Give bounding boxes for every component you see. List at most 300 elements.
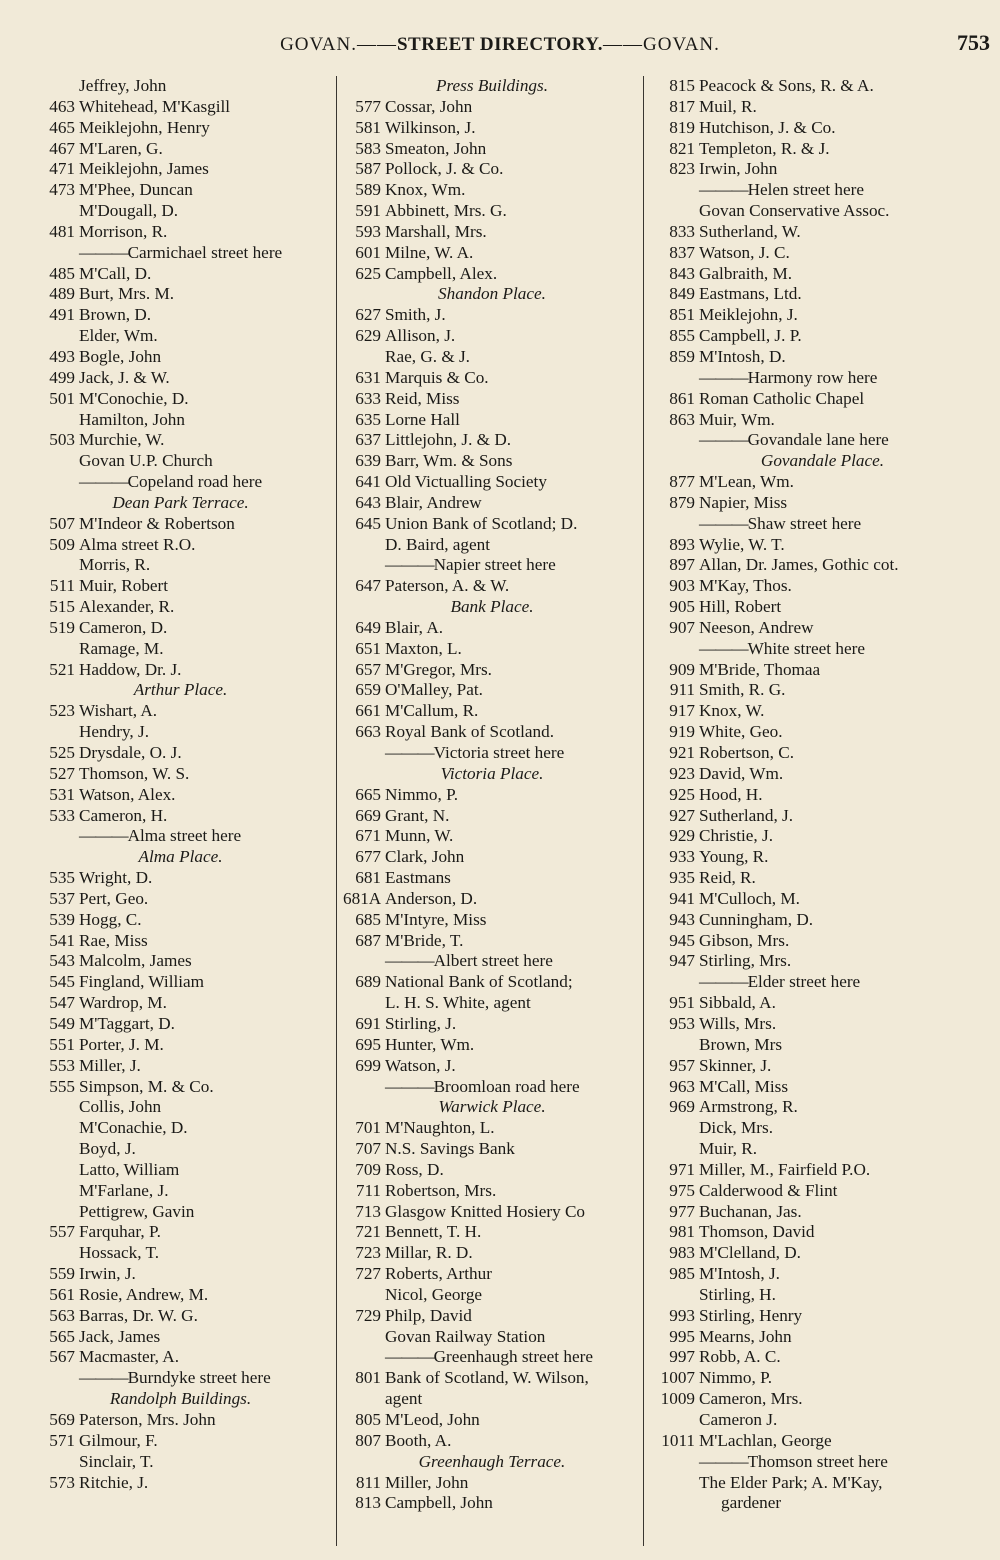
house-number: 859 <box>669 346 695 366</box>
occupant-name: Knox, Wm. <box>385 180 466 200</box>
directory-entry <box>343 1202 641 1223</box>
occupant-name: White, Geo. <box>699 722 783 742</box>
directory-entry <box>28 951 333 972</box>
house-number: 657 <box>355 659 381 679</box>
directory-entry <box>343 1410 641 1431</box>
house-number: 547 <box>49 993 75 1013</box>
directory-entry <box>343 680 641 701</box>
place-heading-row <box>343 1452 641 1473</box>
occupant-name: Stirling, Mrs. <box>699 951 792 971</box>
occupant-name: Morris, R. <box>79 555 151 575</box>
directory-entry <box>28 576 333 597</box>
occupant-name: Pert, Geo. <box>79 888 149 908</box>
place-name: Randolph Buildings. <box>109 1389 252 1409</box>
directory-entry <box>343 1118 641 1139</box>
house-number: 855 <box>669 326 695 346</box>
occupant-name: Alexander, R. <box>79 597 175 617</box>
house-number: 641 <box>355 472 381 492</box>
house-number: 947 <box>669 951 695 971</box>
occupant-name: Gibson, Mrs. <box>699 930 790 950</box>
house-number: 467 <box>49 138 75 158</box>
occupant-name: Nimmo, P. <box>385 784 459 804</box>
street-marker-row <box>343 951 641 972</box>
directory-entry <box>650 889 995 910</box>
house-number: 821 <box>669 138 695 158</box>
directory-entry <box>28 389 333 410</box>
house-number: 643 <box>355 492 381 512</box>
street-marker-row <box>343 1077 641 1098</box>
house-number: 661 <box>355 701 381 721</box>
house-number: 701 <box>355 1118 381 1138</box>
occupant-name: Miller, John <box>385 1472 469 1492</box>
occupant-name: Pollock, J. & Co. <box>385 159 504 179</box>
house-number: 625 <box>355 263 381 283</box>
house-number: 681A <box>343 888 382 908</box>
directory-entry <box>650 118 995 139</box>
occupant-name: Campbell, J. P. <box>699 326 802 346</box>
directory-entry <box>650 76 995 97</box>
house-number: 993 <box>669 1305 695 1325</box>
occupant-name: Marshall, Mrs. <box>385 221 487 241</box>
occupant-name: M'Bride, Thomaa <box>699 659 821 679</box>
occupant-name: Ritchie, J. <box>79 1472 149 1492</box>
house-number: 851 <box>669 305 695 325</box>
street-marker-row <box>28 1368 333 1389</box>
directory-entry <box>343 868 641 889</box>
house-number <box>28 451 79 472</box>
place-heading-row <box>343 76 641 97</box>
directory-entry <box>650 97 995 118</box>
directory-entry <box>28 264 333 285</box>
directory-entry <box>343 910 641 931</box>
occupant-name: Nicol, George <box>385 1284 483 1304</box>
occupant-name: ——— Victoria street here <box>385 743 641 764</box>
directory-entry <box>343 493 641 514</box>
directory-entry <box>28 993 333 1014</box>
house-number: 647 <box>355 576 381 596</box>
occupant-name: ——— Harmony row here <box>699 368 995 389</box>
occupant-name: O'Malley, Pat. <box>385 680 483 700</box>
occupant-name: Simpson, M. & Co. <box>79 1076 214 1096</box>
house-number: 969 <box>669 1097 695 1117</box>
occupant-name: Robertson, C. <box>699 743 795 762</box>
directory-entry <box>28 1473 333 1494</box>
house-number: 927 <box>669 805 695 825</box>
house-number: 687 <box>355 930 381 950</box>
directory-entry <box>650 1035 995 1056</box>
house-number: 503 <box>49 430 75 450</box>
occupant-name: Dick, Mrs. <box>699 1118 773 1138</box>
occupant-name: Marquis & Co. <box>385 367 489 387</box>
house-number: 541 <box>49 930 75 950</box>
house-number <box>343 555 385 576</box>
house-number <box>28 1118 79 1139</box>
occupant-name: Templeton, R. & J. <box>699 138 830 158</box>
house-number: 543 <box>49 951 75 971</box>
directory-entry <box>650 1431 995 1452</box>
occupant-name: Wills, Mrs. <box>699 1013 777 1033</box>
occupant-name: M'Intyre, Miss <box>385 909 487 929</box>
occupant-name: Latto, William <box>79 1159 180 1179</box>
directory-entry <box>28 1097 333 1118</box>
house-number: 699 <box>355 1055 381 1075</box>
house-number: 651 <box>355 638 381 658</box>
house-number: 707 <box>355 1139 381 1159</box>
house-number: 897 <box>669 555 695 575</box>
occupant-name: Maxton, L. <box>385 638 462 658</box>
place-name: Shandon Place. <box>438 284 546 304</box>
directory-entry <box>650 535 995 556</box>
occupant-name: M'Phee, Duncan <box>79 180 193 200</box>
occupant-name: Smith, R. G. <box>699 680 786 700</box>
directory-entry <box>343 201 641 222</box>
occupant-name: Murchie, W. <box>79 430 165 450</box>
house-number: 971 <box>669 1159 695 1179</box>
house-number: 691 <box>355 1013 381 1033</box>
house-number <box>343 1077 385 1098</box>
house-number: 1009 <box>660 1389 695 1409</box>
directory-entry <box>650 1473 995 1494</box>
occupant-name: M'Leod, John <box>385 1410 480 1429</box>
street-marker-row <box>650 1452 995 1473</box>
house-number <box>28 1097 79 1118</box>
running-head-left: GOVAN. <box>280 34 357 55</box>
occupant-name: Peacock & Sons, R. & A. <box>699 76 874 95</box>
house-number: 975 <box>669 1180 695 1200</box>
occupant-name: Meiklejohn, James <box>79 159 209 179</box>
running-head-title: STREET DIRECTORY. <box>396 34 603 55</box>
house-number: 551 <box>49 1034 75 1054</box>
occupant-name: Barras, Dr. W. G. <box>79 1305 198 1325</box>
occupant-name: Robertson, Mrs. <box>385 1180 497 1200</box>
house-number <box>28 1452 79 1473</box>
place-heading-row <box>28 847 333 868</box>
occupant-name: Jack, J. & W. <box>79 367 170 387</box>
house-number: 669 <box>355 805 381 825</box>
house-number <box>343 993 385 1014</box>
occupant-name: Thomson, David <box>699 1222 815 1242</box>
occupant-name: M'Farlane, J. <box>79 1180 169 1200</box>
directory-entry <box>28 410 333 431</box>
occupant-name: ——— Burndyke street here <box>79 1368 333 1389</box>
directory-entry <box>343 222 641 243</box>
house-number: 501 <box>49 388 75 408</box>
house-number: 545 <box>49 972 75 992</box>
directory-entry <box>650 326 995 347</box>
occupant-name: Union Bank of Scotland; D. <box>385 513 578 533</box>
directory-entry <box>650 493 995 514</box>
house-number: 941 <box>669 888 695 908</box>
occupant-name: M'Gregor, Mrs. <box>385 659 492 679</box>
house-number: 709 <box>355 1159 381 1179</box>
occupant-name: Grant, N. <box>385 805 450 825</box>
directory-entry <box>28 430 333 451</box>
occupant-name: M'Laren, G. <box>79 138 163 158</box>
directory-entry <box>343 1243 641 1264</box>
directory-entry <box>650 243 995 264</box>
house-number: 563 <box>49 1305 75 1325</box>
house-number: 1011 <box>661 1430 695 1450</box>
house-number: 473 <box>49 180 75 200</box>
directory-entry <box>28 1139 333 1160</box>
directory-entry <box>343 993 641 1014</box>
occupant-name: Christie, J. <box>699 826 774 846</box>
occupant-name: Hunter, Wm. <box>385 1034 475 1054</box>
house-number: 813 <box>355 1493 381 1513</box>
directory-entry <box>28 660 333 681</box>
house-number: 511 <box>49 576 75 596</box>
house-number <box>28 472 79 493</box>
directory-entry <box>650 847 995 868</box>
occupant-name: Smeaton, John <box>385 138 487 158</box>
occupant-name: M'Callum, R. <box>385 701 479 721</box>
house-number: 471 <box>49 159 75 179</box>
street-marker-row <box>650 639 995 660</box>
occupant-name: M'Naughton, L. <box>385 1118 495 1138</box>
house-number: 893 <box>669 534 695 554</box>
street-marker-row <box>650 430 995 451</box>
directory-entry <box>650 764 995 785</box>
occupant-name: Pettigrew, Gavin <box>79 1201 195 1221</box>
occupant-name: Littlejohn, J. & D. <box>385 430 512 450</box>
street-marker-row <box>28 243 333 264</box>
house-number: 535 <box>49 868 75 888</box>
place-heading-row <box>343 597 641 618</box>
directory-entry <box>650 993 995 1014</box>
place-heading-row <box>28 680 333 701</box>
occupant-name: Royal Bank of Scotland. <box>385 722 554 742</box>
house-number: 573 <box>49 1472 75 1492</box>
occupant-name: Cameron, D. <box>79 617 168 637</box>
occupant-name: Morrison, R. <box>79 221 168 241</box>
directory-entry <box>650 576 995 597</box>
directory-entry <box>343 243 641 264</box>
house-number: 929 <box>669 826 695 846</box>
directory-entry <box>28 118 333 139</box>
directory-entry <box>28 1160 333 1181</box>
directory-entry <box>343 806 641 827</box>
house-number <box>28 1368 79 1389</box>
directory-entry <box>28 1264 333 1285</box>
directory-entry <box>28 1410 333 1431</box>
house-number: 727 <box>355 1264 381 1284</box>
occupant-name: Farquhar, P. <box>79 1222 161 1242</box>
occupant-name: Buchanan, Jas. <box>699 1201 802 1221</box>
house-number <box>650 639 699 660</box>
occupant-name: ——— Shaw street here <box>699 514 995 535</box>
occupant-name: N.S. Savings Bank <box>385 1139 515 1159</box>
directory-entry <box>28 368 333 389</box>
house-number: 801 <box>355 1368 381 1388</box>
occupant-name: Govan Railway Station <box>385 1326 546 1346</box>
directory-entry <box>343 305 641 326</box>
house-number: 943 <box>669 909 695 929</box>
house-number: 525 <box>49 743 75 762</box>
house-number: 553 <box>49 1055 75 1075</box>
house-number: 671 <box>355 826 381 846</box>
occupant-name: Reid, Miss <box>385 388 460 408</box>
directory-entry <box>650 931 995 952</box>
occupant-name: Knox, W. <box>699 701 765 721</box>
occupant-name: gardener <box>721 1493 782 1513</box>
occupant-name: Booth, A. <box>385 1430 452 1450</box>
occupant-name: Galbraith, M. <box>699 263 793 283</box>
house-number: 593 <box>355 221 381 241</box>
house-number <box>28 201 79 222</box>
occupant-name: D. Baird, agent <box>385 534 491 554</box>
house-number: 997 <box>669 1347 695 1367</box>
occupant-name: ——— White street here <box>699 639 995 660</box>
page-header <box>0 30 1000 60</box>
directory-entry <box>343 847 641 868</box>
occupant-name: Rosie, Andrew, M. <box>79 1284 209 1304</box>
house-number: 843 <box>669 263 695 283</box>
house-number: 977 <box>669 1201 695 1221</box>
directory-entry <box>28 806 333 827</box>
directory-entry <box>650 472 995 493</box>
occupant-name: Macmaster, A. <box>79 1347 180 1367</box>
occupant-name: Jack, James <box>79 1326 161 1346</box>
directory-entry <box>650 1222 995 1243</box>
directory-entry <box>343 451 641 472</box>
directory-entry <box>650 597 995 618</box>
house-number: 499 <box>49 367 75 387</box>
occupant-name: Philp, David <box>385 1305 472 1325</box>
occupant-name: Paterson, A. & W. <box>385 576 510 596</box>
occupant-name: Brown, D. <box>79 305 152 325</box>
house-number <box>28 326 79 347</box>
occupant-name: Miller, J. <box>79 1055 141 1075</box>
directory-entry <box>343 264 641 285</box>
occupant-name: Sutherland, W. <box>699 221 801 241</box>
house-number: 933 <box>669 847 695 867</box>
house-number: 559 <box>49 1264 75 1284</box>
house-number: 811 <box>355 1472 381 1492</box>
directory-entry <box>650 1181 995 1202</box>
directory-entry <box>650 826 995 847</box>
occupant-name: Anderson, D. <box>385 888 478 908</box>
occupant-name: M'Bride, T. <box>385 930 464 950</box>
occupant-name: Meiklejohn, Henry <box>79 117 210 137</box>
house-number: 569 <box>49 1410 75 1429</box>
directory-entry <box>343 931 641 952</box>
occupant-name: Young, R. <box>699 847 769 867</box>
occupant-name: Muir, R. <box>699 1139 758 1159</box>
house-number: 953 <box>669 1013 695 1033</box>
house-number: 533 <box>49 805 75 825</box>
directory-entry <box>28 868 333 889</box>
occupant-name: Barr, Wm. & Sons <box>385 451 513 471</box>
directory-entry <box>28 1118 333 1139</box>
house-number: 819 <box>669 117 695 137</box>
house-number <box>28 410 79 431</box>
occupant-name: Blair, Andrew <box>385 492 482 512</box>
directory-entry <box>343 1473 641 1494</box>
directory-entry <box>650 410 995 431</box>
directory-entry <box>28 1431 333 1452</box>
house-number <box>28 1139 79 1160</box>
directory-entry <box>343 1160 641 1181</box>
house-number: 981 <box>669 1222 695 1242</box>
house-number: 833 <box>669 221 695 241</box>
occupant-name: M'Kay, Thos. <box>699 576 792 596</box>
house-number: 587 <box>355 159 381 179</box>
house-number: 903 <box>669 576 695 596</box>
occupant-name: Irwin, John <box>699 159 778 179</box>
house-number: 527 <box>49 763 75 783</box>
occupant-name: National Bank of Scotland; <box>385 972 573 992</box>
place-heading-row <box>343 764 641 785</box>
house-number: 909 <box>669 659 695 679</box>
directory-entry <box>343 1368 641 1389</box>
house-number: 919 <box>669 722 695 742</box>
house-number: 951 <box>669 993 695 1013</box>
directory-entry <box>650 264 995 285</box>
directory-entry <box>650 1160 995 1181</box>
occupant-name: Whitehead, M'Kasgill <box>79 96 231 116</box>
house-number <box>28 1243 79 1264</box>
directory-entry <box>343 514 641 535</box>
occupant-name: Sinclair, T. <box>79 1451 154 1471</box>
occupant-name: Haddow, Dr. J. <box>79 659 182 679</box>
house-number: 601 <box>355 242 381 262</box>
occupant-name: Calderwood & Flint <box>699 1180 838 1200</box>
directory-entry <box>28 514 333 535</box>
house-number: 637 <box>355 430 381 450</box>
directory-entry <box>650 1118 995 1139</box>
house-number: 713 <box>355 1201 381 1221</box>
house-number: 815 <box>669 76 695 95</box>
directory-entry <box>650 1347 995 1368</box>
occupant-name: Elder, Wm. <box>79 326 158 346</box>
occupant-name: Wishart, A. <box>79 701 158 721</box>
directory-entry <box>343 410 641 431</box>
occupant-name: Malcolm, James <box>79 951 192 971</box>
directory-entry <box>650 139 995 160</box>
house-number: 633 <box>355 388 381 408</box>
place-name: Govandale Place. <box>760 451 885 471</box>
occupant-name: Alma street R.O. <box>79 534 196 554</box>
directory-entry <box>650 305 995 326</box>
directory-entry <box>28 910 333 931</box>
occupant-name: Bennett, T. H. <box>385 1222 482 1242</box>
directory-entry <box>650 1097 995 1118</box>
directory-entry <box>343 576 641 597</box>
directory-entry <box>28 722 333 743</box>
directory-entry <box>650 951 995 972</box>
house-number <box>343 1285 385 1306</box>
directory-entry <box>28 1347 333 1368</box>
occupant-name: Smith, J. <box>385 305 446 325</box>
occupant-name: ——— Greenhaugh street here <box>385 1347 641 1368</box>
house-number: 877 <box>669 472 695 492</box>
running-head-right: GOVAN. <box>643 34 720 55</box>
directory-entry <box>343 180 641 201</box>
occupant-name: Porter, J. M. <box>79 1034 164 1054</box>
directory-entry <box>650 1139 995 1160</box>
house-number <box>650 514 699 535</box>
house-number: 921 <box>669 743 695 762</box>
occupant-name: Reid, R. <box>699 868 756 888</box>
directory-entry <box>343 430 641 451</box>
directory-entry <box>343 1222 641 1243</box>
street-marker-row <box>28 472 333 493</box>
house-number: 629 <box>355 326 381 346</box>
occupant-name: Cunningham, D. <box>699 909 814 929</box>
place-name: Greenhaugh Terrace. <box>418 1451 566 1471</box>
house-number <box>28 1160 79 1181</box>
directory-entry <box>343 972 641 993</box>
